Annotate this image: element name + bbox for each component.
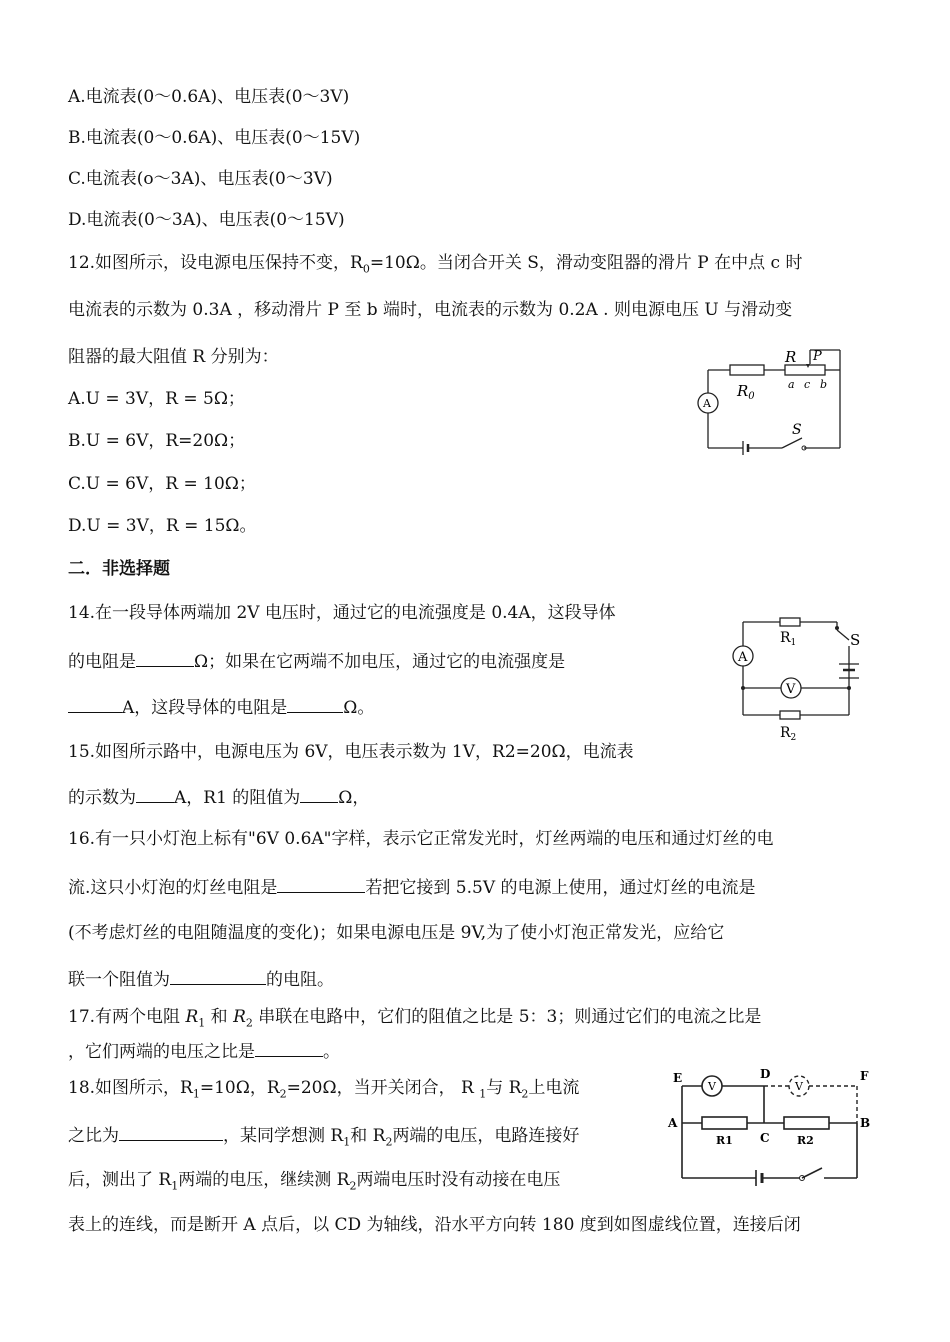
q12-a-label: a [788,378,795,391]
q14-line1: 14.在一段导体两端加 2V 电压时，通过它的电流强度是 0.4A，这段导体 [68,603,616,623]
q18-a-label: A [668,1116,678,1130]
q18-dashed-voltmeter-label: V [795,1080,803,1093]
q14-blank-1[interactable] [136,648,194,667]
q18-r2-label: R2 [797,1134,814,1147]
q18-blank-1[interactable] [119,1122,223,1141]
q12-s-label: S [792,422,802,438]
q12-circuit-figure [690,348,850,458]
q15-blank-1[interactable] [136,784,174,803]
q14-line3: A，这段导体的电阻是 Ω。 [68,694,374,720]
option-b: B.电流表(0～0.6A)、电压表(0～15V) [68,128,361,148]
q12-line2: 电流表的示数为 0.3A ，移动滑片 P 至 b 端时，电流表的示数为 0.2A . 则电源电压 U 与滑动变 [68,300,793,320]
q12-ammeter-label: A [703,397,711,410]
q16-line3: (不考虑灯丝的电阻随温度的变化)；如果电源电压是 9V,为了使小灯泡正常发光，应给它 [68,923,725,943]
q12-option-b: B.U = 6V，R=20Ω； [68,431,246,451]
q18-line4: 表上的连线，而是断开 A 点后，以 CD 为轴线，沿水平方向转 180 度到如图虚线位置，连接后闭 [68,1215,801,1235]
q15-blank-2[interactable] [300,784,338,803]
q12-c-label: c [804,378,811,391]
q14-blank-2[interactable] [68,694,122,713]
q18-circuit-figure [664,1060,884,1200]
q16-line4: 联一个阻值为 的电阻。 [68,966,334,992]
q18-voltmeter-label: V [708,1080,716,1093]
q14-circuit-figure [725,610,865,745]
section-heading: 二．非选择题 [68,559,170,579]
q17-line1: 17.有两个电阻 $R_1$ 和 $R_2$ 串联在电路中，它们的阻值之比是 5：3；则通过它们的电流之比是 [68,1007,762,1030]
option-d: D.电流表(0～3A)、电压表(0～15V) [68,210,345,230]
q16-line2: 流.这只小灯泡的灯丝电阻是 若把它接到 5.5V 的电源上使用，通过灯丝的电流是 [68,874,756,900]
q18-d-label: D [760,1067,771,1081]
q14-r1-label: $R_1$ [780,630,797,648]
q18-e-label: E [673,1071,683,1085]
q12-line1: 12.如图所示，设电源电压保持不变，$R_0=10\Omega$。当闭合开关 S，滑动变阻器的滑片 P 在中点 c 时 [68,253,803,276]
q14-voltmeter-label: V [786,682,796,697]
q18-b-label: B [860,1116,871,1130]
q18-c-label: C [760,1131,770,1145]
q15-line1: 15.如图所示路中，电源电压为 6V，电压表示数为 1V，R2=20Ω，电流表 [68,742,634,762]
q12-r-label: R [785,348,797,366]
q14-blank-3[interactable] [287,694,343,713]
q15-line2: 的示数为 A，R1 的阻值为 Ω， [68,784,369,810]
q14-line2: 的电阻是 Ω；如果在它两端不加电压，通过它的电流强度是 [68,648,565,674]
option-a: A.电流表(0～0.6A)、电压表(0～3V) [68,87,350,107]
q18-line1: 18.如图所示，$R_1=10\Omega$，$R_2=20\Omega$，当开关闭合， R $_1$与 $R_2$上电流 [68,1078,580,1101]
q12-option-c: C.U = 6V，R = 10Ω； [68,474,256,494]
q12-option-a: A.U = 3V，R = 5Ω； [68,389,245,409]
q12-line3: 阻器的最大阻值 R 分别为： [68,347,279,367]
q18-r1-label: R1 [716,1134,733,1147]
q12-r0-label: $R_0$ [737,382,755,402]
q18-line2: 之比为 ，某同学想测 $R_1$和 $R_2$两端的电压，电路连接好 [68,1122,579,1154]
q12-b-label: b [820,378,828,391]
q12-option-d: D.U = 3V，R = 15Ω。 [68,516,257,536]
q14-r2-label: $R_2$ [780,725,797,743]
q16-blank-1[interactable] [277,874,365,893]
q12-p-label: P [813,349,822,364]
q18-f-label: F [860,1069,869,1083]
q14-s-label: S [850,631,861,649]
q14-ammeter-label: A [738,650,748,665]
q17-line2: ，它们两端的电压之比是 。 [68,1038,340,1064]
option-c: C.电流表(o～3A)、电压表(0～3V) [68,169,333,189]
q18-line3: 后，测出了 $R_1$两端的电压，继续测 $R_2$两端电压时没有动接在电压 [68,1170,561,1193]
q17-blank-1[interactable] [255,1038,323,1057]
q16-line1: 16.有一只小灯泡上标有"6V 0.6A"字样，表示它正常发光时，灯丝两端的电压和通过灯丝的电 [68,829,774,849]
q16-blank-2[interactable] [170,966,266,985]
